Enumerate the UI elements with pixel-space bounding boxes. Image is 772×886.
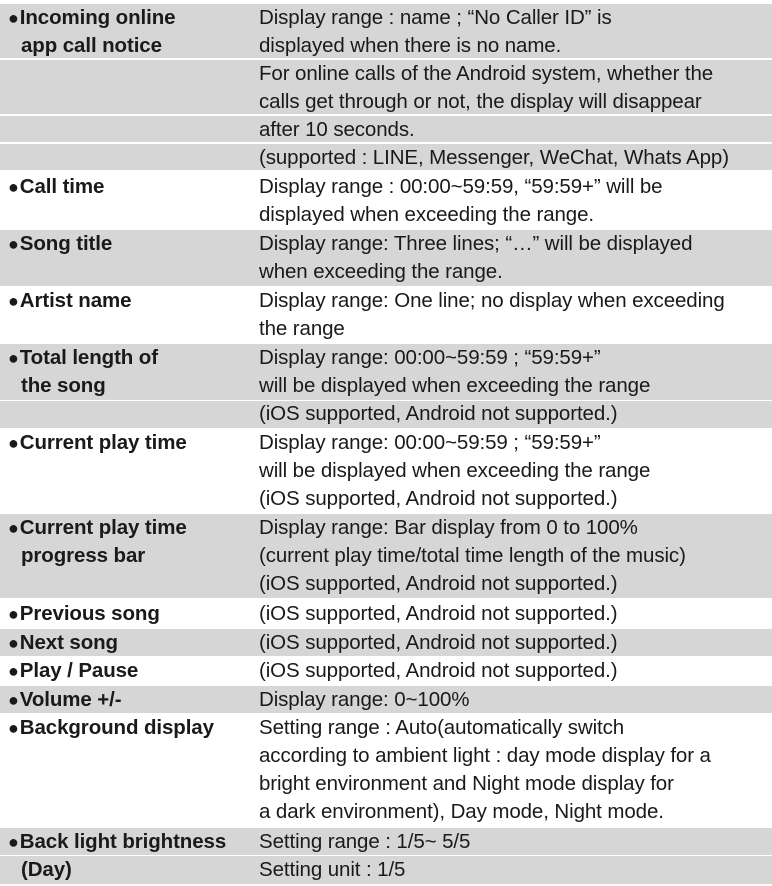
bullet-icon: ● xyxy=(8,291,19,311)
row-description xyxy=(259,828,772,884)
desc-line: (iOS supported, Android not supported.) xyxy=(259,402,618,425)
label-text: Previous song xyxy=(19,602,160,625)
spec-row-background-display xyxy=(0,714,772,827)
row-label xyxy=(8,657,254,685)
desc-line: For online calls of the Android system, whether the xyxy=(259,62,714,85)
desc-line: will be displayed when exceeding the range xyxy=(259,459,651,482)
row-label xyxy=(8,429,254,457)
row-description xyxy=(259,4,772,172)
desc-line: displayed when there is no name. xyxy=(259,34,562,57)
row-label xyxy=(8,230,254,258)
desc-line: (iOS supported, Android not supported.) xyxy=(259,487,618,510)
desc-line: Display range: Three lines; “…” will be displayed xyxy=(259,232,693,255)
desc-line: displayed when exceeding the range. xyxy=(259,203,594,226)
spec-row-song-title xyxy=(0,230,772,286)
desc-line: Display range : name ; “No Caller ID” is xyxy=(259,6,612,29)
row-label xyxy=(8,714,254,742)
spec-row-next-song xyxy=(0,629,772,656)
spec-row-artist-name xyxy=(0,287,772,343)
bullet-icon: ● xyxy=(8,234,19,254)
label-text: Current play time xyxy=(19,516,187,539)
desc-line: when exceeding the range. xyxy=(259,260,503,283)
bullet-icon: ● xyxy=(8,177,19,197)
desc-line: (iOS supported, Android not supported.) xyxy=(259,631,618,654)
desc-line: Display range: 0~100% xyxy=(259,688,470,711)
desc-line: (iOS supported, Android not supported.) xyxy=(259,659,618,682)
desc-line: Display range: One line; no display when exceeding xyxy=(259,289,725,312)
spec-row-previous-song xyxy=(0,600,772,628)
spec-row-progress-bar xyxy=(0,514,772,598)
row-label xyxy=(8,4,254,60)
label-text: Total length of xyxy=(19,346,158,369)
label-text: (Day) xyxy=(21,858,72,881)
desc-line: (iOS supported, Android not supported.) xyxy=(259,602,618,625)
bullet-icon: ● xyxy=(8,518,19,538)
bullet-icon: ● xyxy=(8,433,19,453)
desc-line: according to ambient light : day mode display for a xyxy=(259,744,711,767)
label-text: Back light brightness xyxy=(19,830,227,853)
label-text: Play / Pause xyxy=(19,659,139,682)
desc-line: (iOS supported, Android not supported.) xyxy=(259,572,618,595)
row-description xyxy=(259,657,772,685)
row-description xyxy=(259,629,772,657)
row-label xyxy=(8,344,254,400)
label-text: Song title xyxy=(19,232,113,255)
row-label xyxy=(8,686,254,714)
row-description xyxy=(259,230,772,286)
bullet-icon: ● xyxy=(8,690,19,710)
bullet-icon: ● xyxy=(8,832,19,852)
label-text: Artist name xyxy=(19,289,132,312)
label-text: app call notice xyxy=(21,34,162,57)
label-text: Incoming online xyxy=(19,6,176,29)
label-text: the song xyxy=(21,374,106,397)
row-label xyxy=(8,173,254,201)
label-text: Call time xyxy=(19,175,105,198)
spec-row-total-length xyxy=(0,344,772,428)
row-description xyxy=(259,514,772,598)
desc-line: the range xyxy=(259,317,345,340)
spec-row-current-play-time xyxy=(0,429,772,513)
label-text: Background display xyxy=(19,716,214,739)
row-description xyxy=(259,600,772,628)
bullet-icon: ● xyxy=(8,718,19,738)
desc-line: Display range : 00:00~59:59, “59:59+” will be xyxy=(259,175,663,198)
row-label xyxy=(8,629,254,657)
bullet-icon: ● xyxy=(8,348,19,368)
desc-line: Display range: 00:00~59:59 ; “59:59+” xyxy=(259,431,601,454)
desc-line: Display range: Bar display from 0 to 100% xyxy=(259,516,638,539)
row-label xyxy=(8,287,254,315)
desc-line: Display range: 00:00~59:59 ; “59:59+” xyxy=(259,346,601,369)
row-description xyxy=(259,714,772,826)
row-label xyxy=(8,828,254,884)
spec-row-backlight-day xyxy=(0,828,772,884)
desc-line: (supported : LINE, Messenger, WeChat, Whats App) xyxy=(259,146,729,169)
desc-line: will be displayed when exceeding the range xyxy=(259,374,651,397)
label-text: Volume +/- xyxy=(19,688,122,711)
desc-line: (current play time/total time length of the music) xyxy=(259,544,686,567)
desc-line: bright environment and Night mode display for xyxy=(259,772,674,795)
bullet-icon: ● xyxy=(8,604,19,624)
desc-line: Setting range : Auto(automatically switch xyxy=(259,716,625,739)
desc-line: calls get through or not, the display will disappear xyxy=(259,90,702,113)
spec-row-call-time xyxy=(0,173,772,229)
desc-line: after 10 seconds. xyxy=(259,118,415,141)
bullet-icon: ● xyxy=(8,633,19,653)
spec-row-incoming-call xyxy=(0,4,772,170)
spec-row-play-pause xyxy=(0,657,772,685)
desc-line: a dark environment), Day mode, Night mode. xyxy=(259,800,664,823)
label-text: Current play time xyxy=(19,431,187,454)
desc-line: Setting range : 1/5~ 5/5 xyxy=(259,830,471,853)
row-label xyxy=(8,600,254,628)
bullet-icon: ● xyxy=(8,8,19,28)
row-description xyxy=(259,173,772,229)
label-text: progress bar xyxy=(21,544,146,567)
spec-row-volume xyxy=(0,686,772,713)
row-description xyxy=(259,429,772,513)
desc-line: Setting unit : 1/5 xyxy=(259,858,406,881)
row-description xyxy=(259,344,772,428)
row-description xyxy=(259,287,772,343)
label-text: Next song xyxy=(19,631,118,654)
row-description xyxy=(259,686,772,714)
bullet-icon: ● xyxy=(8,661,19,681)
row-label xyxy=(8,514,254,570)
